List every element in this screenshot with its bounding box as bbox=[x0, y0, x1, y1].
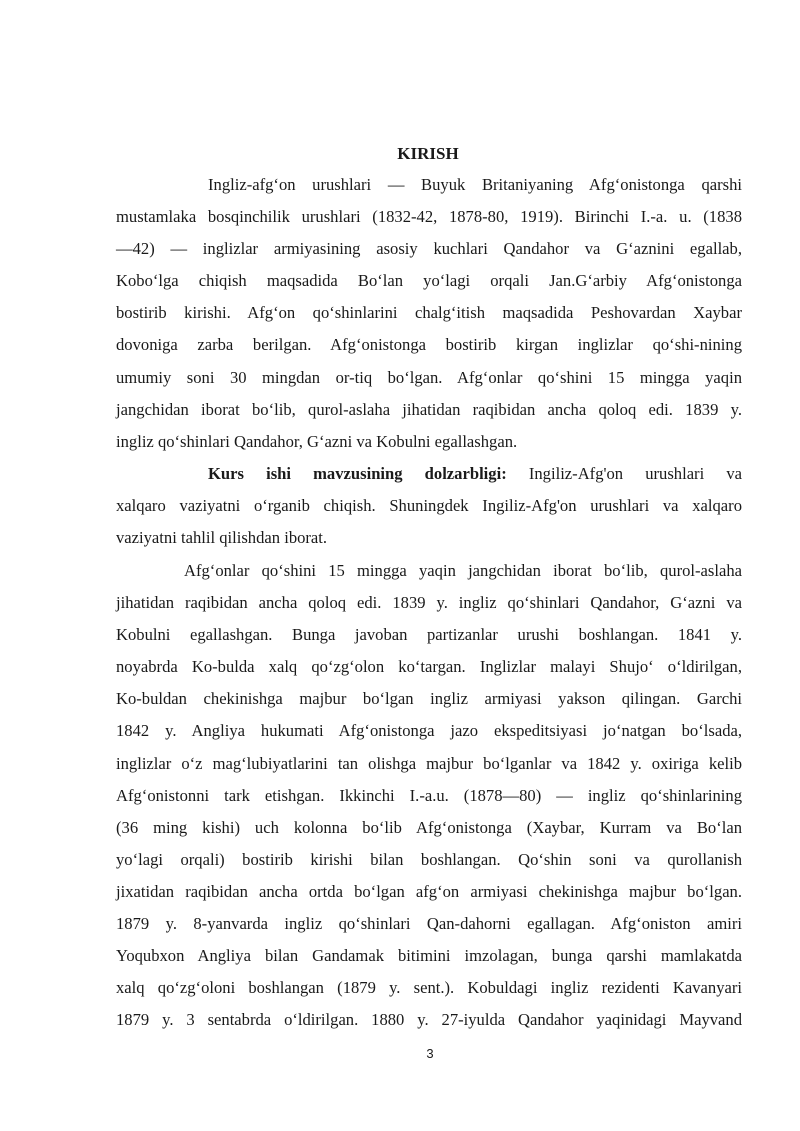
text-line: umumiy soni 30 mingdan or-tiq bo‘lgan. Afg‘onlar qo‘shini 15 mingga yaqin bbox=[116, 367, 742, 387]
text-line: yo‘lagi orqali) bostirib kirishi bilan boshlangan. Qo‘shin soni va qurollanish bbox=[116, 849, 742, 869]
text-line: 1879 y. 8-yanvarda ingliz qo‘shinlari Qan-dahorni egallagan. Afg‘oniston amiri bbox=[116, 914, 742, 934]
text-line: Ko-buldan chekinishga majbur bo‘lgan ingliz armiyasi yakson qilingan. Garchi bbox=[116, 689, 742, 709]
text-line: inglizlar o‘z mag‘lubiyatlarini tan olishga majbur bo‘lganlar va 1842 y. oxiriga kelib bbox=[116, 753, 742, 773]
text-line: mustamlaka bosqinchilik urushlari (1832-42, 1878-80, 1919). Birinchi I.-a. u. (1838 bbox=[116, 207, 742, 227]
text-line: Afg‘onlar qo‘shini 15 mingga yaqin jangchidan iborat bo‘lib, qurol-aslaha bbox=[184, 561, 742, 580]
text-line: bostirib kirishi. Afg‘on qo‘shinlarini chalg‘itish maqsadida Peshovardan Xaybar bbox=[116, 303, 742, 323]
text-line: xalqaro vaziyatni o‘rganib chiqish. Shuningdek Ingiliz-Afg'on urushlari va xalqaro bbox=[116, 496, 742, 516]
page-number: 3 bbox=[426, 1046, 434, 1061]
paragraph-intro bbox=[116, 174, 742, 463]
text-line bbox=[116, 463, 742, 495]
relevance-text: Ingiliz-Afg'on urushlari va bbox=[528, 464, 742, 483]
text-line: Ingliz-afg‘on urushlari — Buyuk Britaniyaning Afg‘onistonga qarshi bbox=[208, 175, 742, 194]
paragraph-relevance bbox=[116, 463, 742, 559]
text-line: Kobulni egallashgan. Bunga javoban partizanlar urushi boshlangan. 1841 y. bbox=[116, 625, 742, 645]
text-line: ingliz qo‘shinlari Qandahor, G‘azni va Kobulni egallashgan. bbox=[116, 431, 518, 451]
paragraph-history bbox=[116, 560, 742, 1041]
text-line: noyabrda Ko-bulda xalq qo‘zg‘olon ko‘targan. Inglizlar malayi Shujo‘ o‘ldirilgan, bbox=[116, 657, 742, 677]
text-line: vaziyatni tahlil qilishdan iborat. bbox=[116, 528, 328, 548]
text-line: 1842 y. Angliya hukumati Afg‘onistonga jazo ekspeditsiyasi jo‘natgan bo‘lsada, bbox=[116, 721, 742, 741]
text-line: Kobo‘lga chiqish maqsadida Bo‘lan yo‘lagi orqali Jan.G‘arbiy Afg‘onistonga bbox=[116, 271, 742, 291]
text-line: jixatidan raqibidan ancha ortda bo‘lgan afg‘on armiyasi chekinishga majbur bo‘lgan. bbox=[116, 881, 742, 901]
text-line: —42) — inglizlar armiyasining asosiy kuchlari Qandahor va G‘aznini egallab, bbox=[116, 239, 742, 259]
section-title: KIRISH bbox=[397, 144, 459, 163]
relevance-label: Kurs ishi mavzusining dolzarbligi: bbox=[208, 464, 507, 483]
text-line: xalq qo‘zg‘oloni boshlangan (1879 y. sent.). Kobuldagi ingliz rezidenti Kavanyari bbox=[116, 978, 742, 998]
text-line: Afg‘onistonni tark etishgan. Ikkinchi I.-a.u. (1878—80) — ingliz qo‘shinlarining bbox=[116, 785, 742, 805]
text-line: 1879 y. 3 sentabrda o‘ldirilgan. 1880 y. 27-iyulda Qandahor yaqinidagi Mayvand bbox=[116, 1010, 742, 1030]
text-line: dovoniga zarba berilgan. Afg‘onistonga bostirib kirgan inglizlar qo‘shi-nining bbox=[116, 335, 742, 355]
text-line: Yoqubxon Angliya bilan Gandamak bitimini imzolagan, bunga qarshi mamlakatda bbox=[116, 946, 742, 966]
text-line: jihatidan raqibidan ancha qoloq edi. 1839 y. ingliz qo‘shinlari Qandahor, G‘azni va bbox=[116, 593, 742, 613]
text-line: (36 ming kishi) uch kolonna bo‘lib Afg‘onistonga (Xaybar, Kurram va Bo‘lan bbox=[116, 817, 742, 837]
text-line: jangchidan iborat bo‘lib, qurol-aslaha jihatidan raqibidan ancha qoloq edi. 1839 y. bbox=[116, 399, 742, 419]
